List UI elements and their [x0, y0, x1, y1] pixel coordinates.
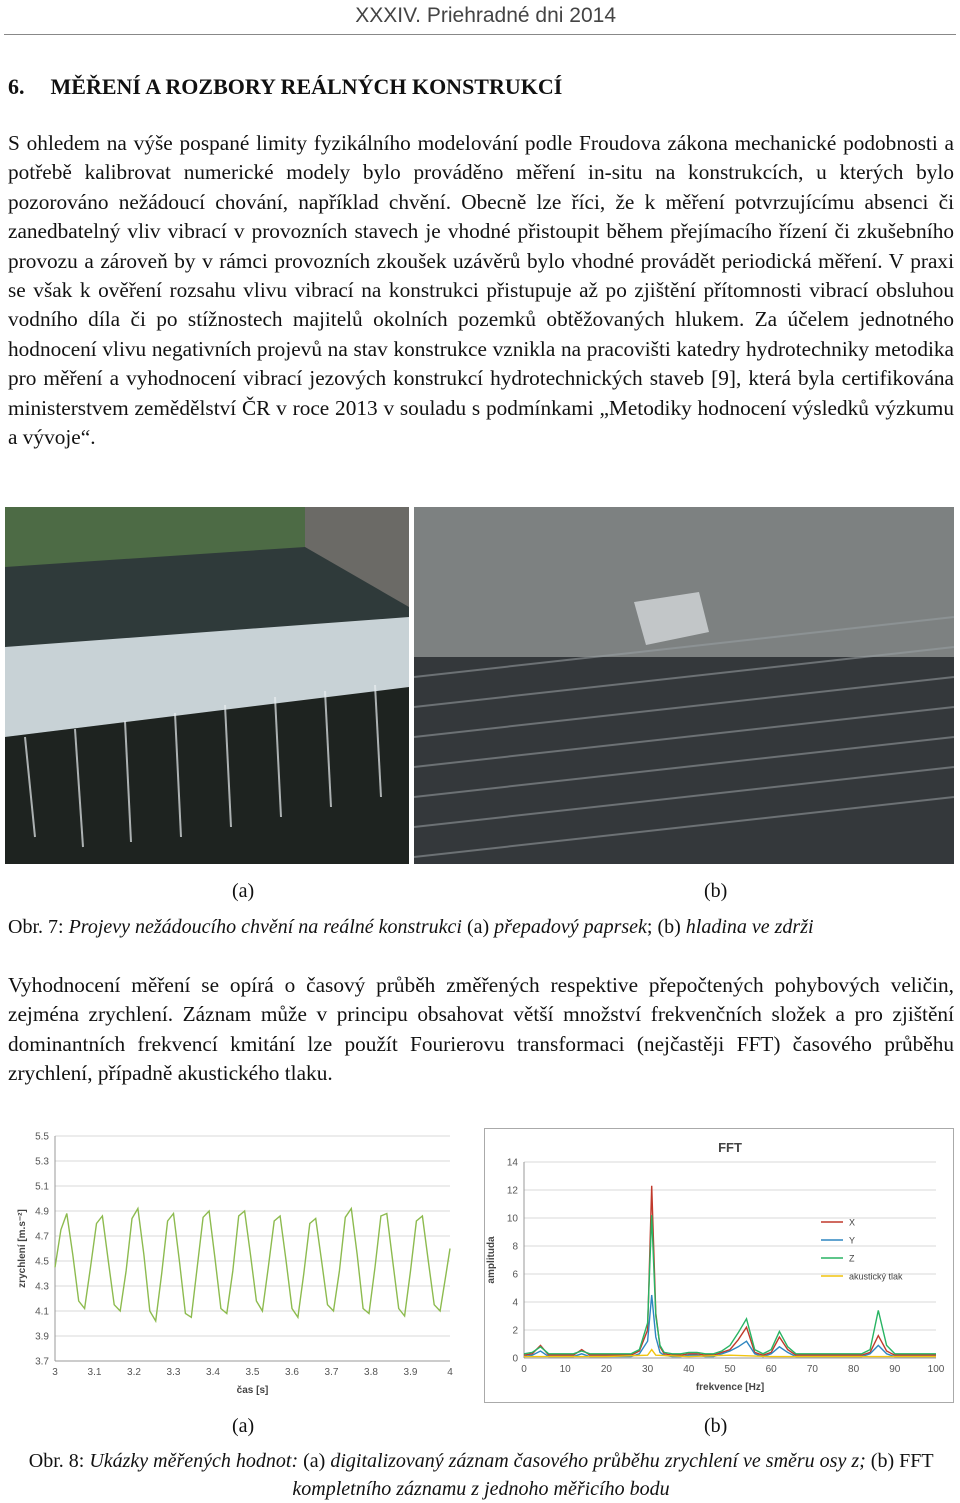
- y-tick-label: 8: [512, 1241, 518, 1253]
- figure8-caption: [8, 1447, 954, 1503]
- y-tick-label: 4.3: [35, 1281, 49, 1293]
- x-tick-label: 3: [52, 1367, 58, 1378]
- paragraph-2: Vyhodnocení měření se opírá o časový průběh změřených respektive přepočtených pohybových veličin, zejména zrychlení. Záznam může v principu obsahovat větší množství frekvenčních složek a pro zjištění dominantních frekvencí kmitání lze použít Fourierovu transformaci (nejčastěji FFT) časového průběhu zrychlení, případně akustického tlaku.: [8, 973, 954, 1086]
- legend-label: Z: [849, 1253, 855, 1264]
- y-tick-label: 5.1: [35, 1181, 49, 1193]
- chart-border: [485, 1129, 954, 1403]
- y-tick-label: 5.3: [35, 1156, 49, 1168]
- x-tick-label: 40: [683, 1364, 695, 1375]
- y-tick-label: 2: [512, 1325, 518, 1337]
- x-tick-label: 10: [559, 1364, 571, 1375]
- x-axis-label: frekvence [Hz]: [695, 1382, 765, 1393]
- acceleration-time-chart: [5, 1128, 460, 1403]
- x-tick-label: 0: [521, 1364, 527, 1375]
- photo-weir-overflow: [5, 507, 409, 864]
- x-tick-label: 20: [600, 1364, 612, 1375]
- x-tick-label: 3.4: [206, 1367, 220, 1378]
- y-tick-label: 0: [512, 1353, 518, 1365]
- section-number: 6.: [8, 74, 25, 99]
- figure7-caption-separator: ;: [646, 916, 653, 938]
- y-tick-label: 4: [512, 1297, 518, 1309]
- figure8-caption-text-1: Ukázky měřených hodnot:: [89, 1450, 299, 1472]
- figure8-caption-text-4: kompletního záznamu z jednoho měřicího bodu: [292, 1478, 670, 1500]
- figure7-label-a: (a): [232, 880, 255, 902]
- figure7-caption-text-1: Projevy nežádoucího chvění na reálné konstrukci: [68, 916, 462, 938]
- x-axis-label: čas [s]: [236, 1385, 269, 1396]
- y-tick-label: 5.5: [35, 1131, 49, 1143]
- figure8-caption-prefix: Obr. 8:: [28, 1450, 85, 1472]
- legend-label: akustický tlak: [849, 1271, 903, 1282]
- figure7-caption-b: (b): [657, 916, 681, 938]
- figure8-label-b: (b): [704, 1415, 728, 1437]
- figure8-caption-b: (b): [870, 1450, 895, 1472]
- section-title: MĚŘENÍ A ROZBORY REÁLNÝCH KONSTRUKCÍ: [50, 74, 563, 99]
- figure7-caption-a: (a): [466, 916, 490, 938]
- y-tick-label: 4.1: [35, 1306, 49, 1318]
- x-tick-label: 80: [848, 1364, 860, 1375]
- legend-label: Y: [849, 1235, 856, 1246]
- figure7-caption-prefix: Obr. 7:: [8, 916, 64, 938]
- section-heading: [8, 74, 562, 100]
- x-tick-label: 3.9: [403, 1367, 418, 1378]
- x-tick-label: 3.6: [285, 1367, 299, 1378]
- photo-reservoir-surface: [414, 507, 954, 864]
- x-tick-label: 90: [889, 1364, 901, 1375]
- chart-title: FFT: [718, 1140, 742, 1155]
- y-tick-label: 14: [506, 1157, 518, 1169]
- x-tick-label: 3.7: [324, 1367, 339, 1378]
- x-tick-label: 30: [642, 1364, 654, 1375]
- y-tick-label: 4.9: [35, 1206, 49, 1218]
- y-tick-label: 3.9: [35, 1331, 49, 1343]
- x-tick-label: 100: [927, 1364, 945, 1375]
- x-tick-label: 3.5: [245, 1367, 260, 1378]
- x-tick-label: 70: [806, 1364, 818, 1375]
- figure7-caption-text-3: hladina ve zdrži: [685, 916, 814, 938]
- y-tick-label: 4.5: [35, 1256, 49, 1268]
- x-tick-label: 3.8: [364, 1367, 378, 1378]
- x-tick-label: 3.1: [87, 1367, 102, 1378]
- x-tick-label: 60: [765, 1364, 777, 1375]
- header-rule: [4, 34, 956, 35]
- figure7-caption: [8, 916, 954, 939]
- y-tick-label: 3.7: [35, 1356, 49, 1368]
- fft-chart: [484, 1128, 954, 1403]
- x-tick-label: 50: [724, 1364, 736, 1375]
- y-tick-label: 4.7: [35, 1231, 49, 1243]
- running-header: XXXIV. Priehradné dni 2014: [355, 4, 616, 27]
- y-axis-label: amplituda: [486, 1236, 497, 1284]
- y-tick-label: 12: [506, 1185, 518, 1197]
- x-tick-label: 3.2: [127, 1367, 141, 1378]
- x-tick-label: 4: [447, 1367, 453, 1378]
- y-tick-label: 10: [506, 1213, 518, 1225]
- legend-label: X: [849, 1217, 856, 1228]
- paragraph-1: S ohledem na výše pospané limity fyzikálního modelování podle Froudova zákona mechanické podobnosti a potřebě kalibrovat numerické modely bylo prováděno měření in-situ na konstrukcích, u kterých bylo pozorováno nežádoucí chování, například chvění. Obecně lze říci, že k měření potvrzujícímu absenci či zanedbatelný vliv vibrací v provozních stavech je vhodné přistoupit během přejímacího řízení či zkušebního provozu a zároveň by v rámci provozních zkoušek uzávěrů bylo vhodné provádět periodická měření. V praxi se však k ověření rozsahu vlivu vibrací na konstrukci přistupuje až po zjištění přítomnosti vibrací obsluhou vodního díla či po stížnostech majitelů okolních pozemků obtěžovaných hlukem. Za účelem jednotného hodnocení vlivu negativních projevů na stav konstrukce vznikla na pracovišti katedry hydrotechniky metodika pro měření a vyhodnocení vibrací jezových konstrukcí hydrotechnických staveb [9], která byla certifikována ministerstvem zemědělství ČR v roce 2013 v souladu s podmínkami „Metodiky hodnocení výsledků výzkumu a vývoje“.: [8, 131, 954, 450]
- figure8-label-a: (a): [232, 1415, 255, 1437]
- figure7-label-b: (b): [704, 880, 728, 902]
- y-tick-label: 6: [512, 1269, 518, 1281]
- x-tick-label: 3.3: [166, 1367, 181, 1378]
- y-axis-label: zrychlení [m.s⁻²]: [17, 1209, 28, 1288]
- figure7-caption-text-2: přepadový paprsek: [494, 916, 647, 938]
- figure8-caption-fft: FFT: [899, 1450, 934, 1472]
- figure8-caption-text-2: digitalizovaný záznam časového průběhu zrychlení ve směru osy z;: [330, 1450, 866, 1472]
- figure8-caption-a: (a): [303, 1450, 326, 1472]
